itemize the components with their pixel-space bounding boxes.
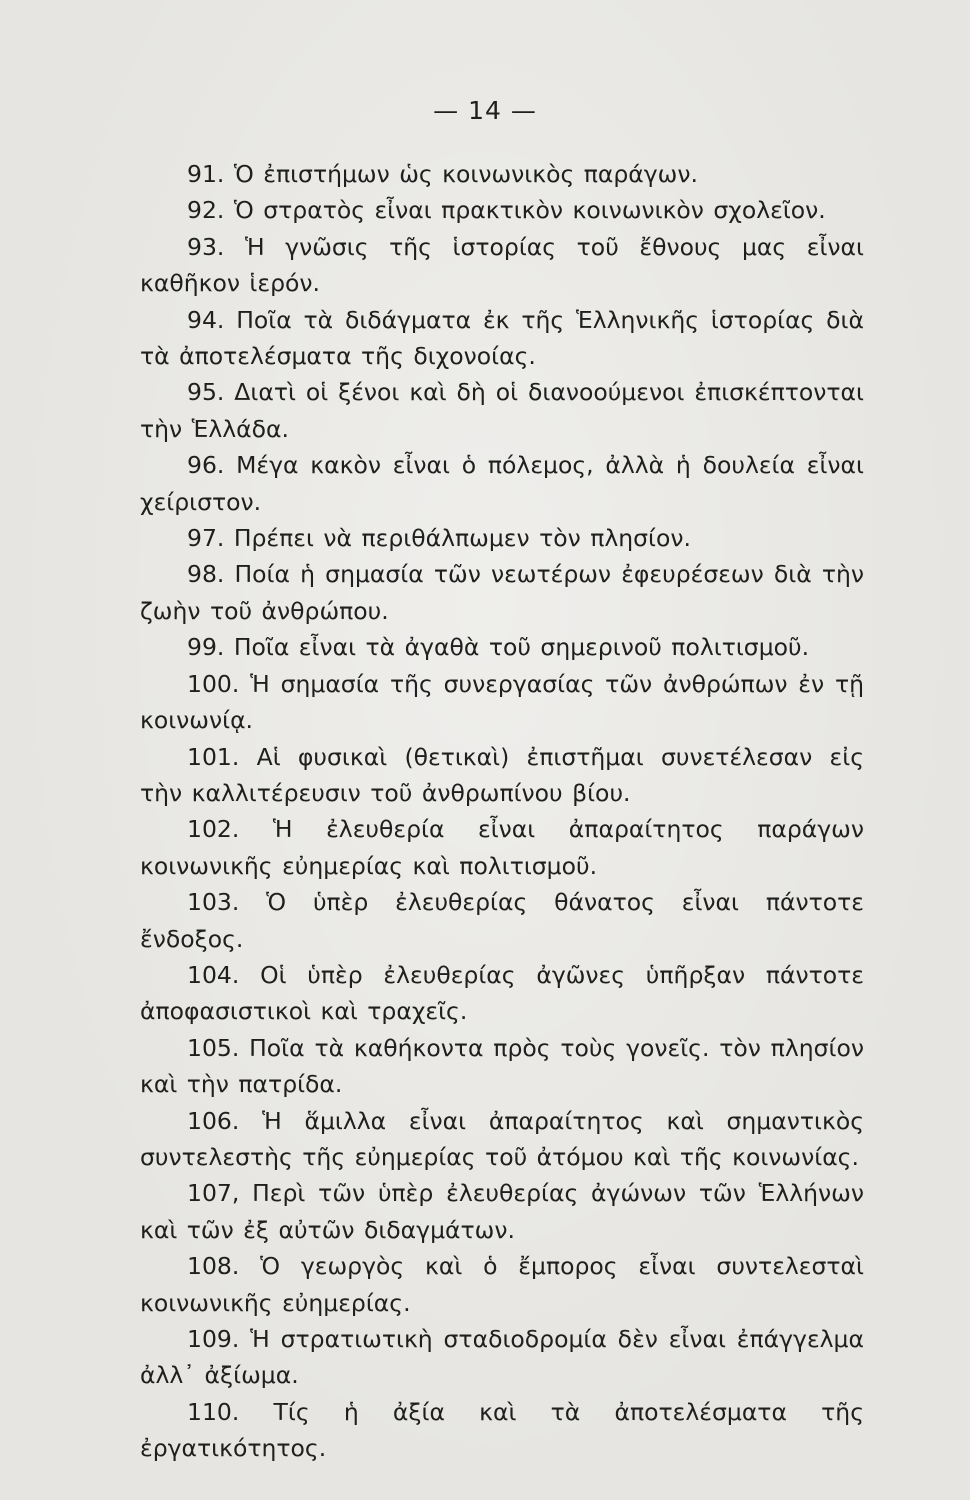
list-item: 91. Ὁ ἐπιστήμων ὡς κοινωνικὸς παράγων. xyxy=(187,160,698,188)
list-item: 98. Ποία ἡ σημασία τῶν νεωτέρων ἐφευρέσεων διὰ τὴν ζωὴν τοῦ ἀνθρώπου. xyxy=(140,560,864,625)
list-item: 108. Ὁ γεωργὸς καὶ ὁ ἔμπορος εἶναι συντελεσταὶ κοινωνικῆς εὐημερίας. xyxy=(140,1252,864,1317)
list-item: 110. Τίς ἡ ἀξία καὶ τὰ ἀποτελέσματα τῆς ἐργατικότητος. xyxy=(140,1397,864,1463)
list-item: 106. Ἡ ἅμιλλα εἶναι ἀπαραίτητος καὶ σημαντικὸς συντελεστὴς τῆς εὐημερίας τοῦ ἀτόμου καὶ τῆς κοινωνίας. xyxy=(140,1106,864,1171)
list-item: 109. Ἡ στρατιωτικὴ σταδιοδρομία δὲν εἶναι ἐπάγγελμα ἀλλ᾽ ἀξίωμα. xyxy=(140,1325,864,1390)
list-item: 95. Διατὶ οἱ ξένοι καὶ δὴ οἱ διανοούμενοι ἐπισκέπτονται τὴν Ἑλλάδα. xyxy=(140,378,864,443)
list-item: 93. Ἡ γνῶσις τῆς ἱστορίας τοῦ ἔθνους μας εἶναι καθῆκον ἱερόν. xyxy=(140,232,864,298)
list-item: 96. Μέγα κακὸν εἶναι ὁ πόλεμος, ἀλλὰ ἡ δουλεία εἶναι χείριστον. xyxy=(140,451,864,516)
essay-topic-list xyxy=(140,156,864,1467)
list-item: 105. Ποῖα τὰ καθήκοντα πρὸς τοὺς γονεῖς. τὸν πλησίον καὶ τὴν πατρίδα. xyxy=(140,1033,864,1099)
list-item: 92. Ὁ στρατὸς εἶναι πρακτικὸν κοινωνικὸν σχολεῖον. xyxy=(187,196,826,225)
list-item: 104. Οἱ ὑπὲρ ἐλευθερίας ἀγῶνες ὑπῆρξαν πάντοτε ἀποφασιστικοὶ καὶ τραχεῖς. xyxy=(140,960,864,1026)
list-item: 99. Ποῖα εἶναι τὰ ἀγαθὰ τοῦ σημερινοῦ πολιτισμοῦ. xyxy=(187,633,810,662)
list-item: 107, Περὶ τῶν ὑπὲρ ἐλευθερίας ἀγώνων τῶν Ἑλλήνων καὶ τῶν ἐξ αὐτῶν διδαγμάτων. xyxy=(140,1179,864,1244)
page-number: — 14 — xyxy=(433,96,537,125)
list-item: 101. Αἱ φυσικαὶ (θετικαὶ) ἐπιστῆμαι συνετέλεσαν εἰς τὴν καλλιτέρευσιν τοῦ ἀνθρωπίνου βίου. xyxy=(140,742,864,807)
list-item: 97. Πρέπει νὰ περιθάλπωμεν τὸν πλησίον. xyxy=(187,524,691,553)
list-item: 100. Ἡ σημασία τῆς συνεργασίας τῶν ἀνθρώπων ἐν τῇ κοινωνίᾳ. xyxy=(140,669,864,735)
list-item: 102. Ἡ ἐλευθερία εἶναι ἀπαραίτητος παράγων κοινωνικῆς εὐημερίας καὶ πολιτισμοῦ. xyxy=(140,815,864,880)
list-item: 103. Ὁ ὑπὲρ ἐλευθερίας θάνατος εἶναι πάντοτε ἔνδοξος. xyxy=(140,888,864,953)
list-item: 94. Ποῖα τὰ διδάγματα ἐκ τῆς Ἑλληνικῆς ἱστορίας διὰ τὰ ἀποτελέσματα τῆς διχονοίας. xyxy=(140,305,864,371)
